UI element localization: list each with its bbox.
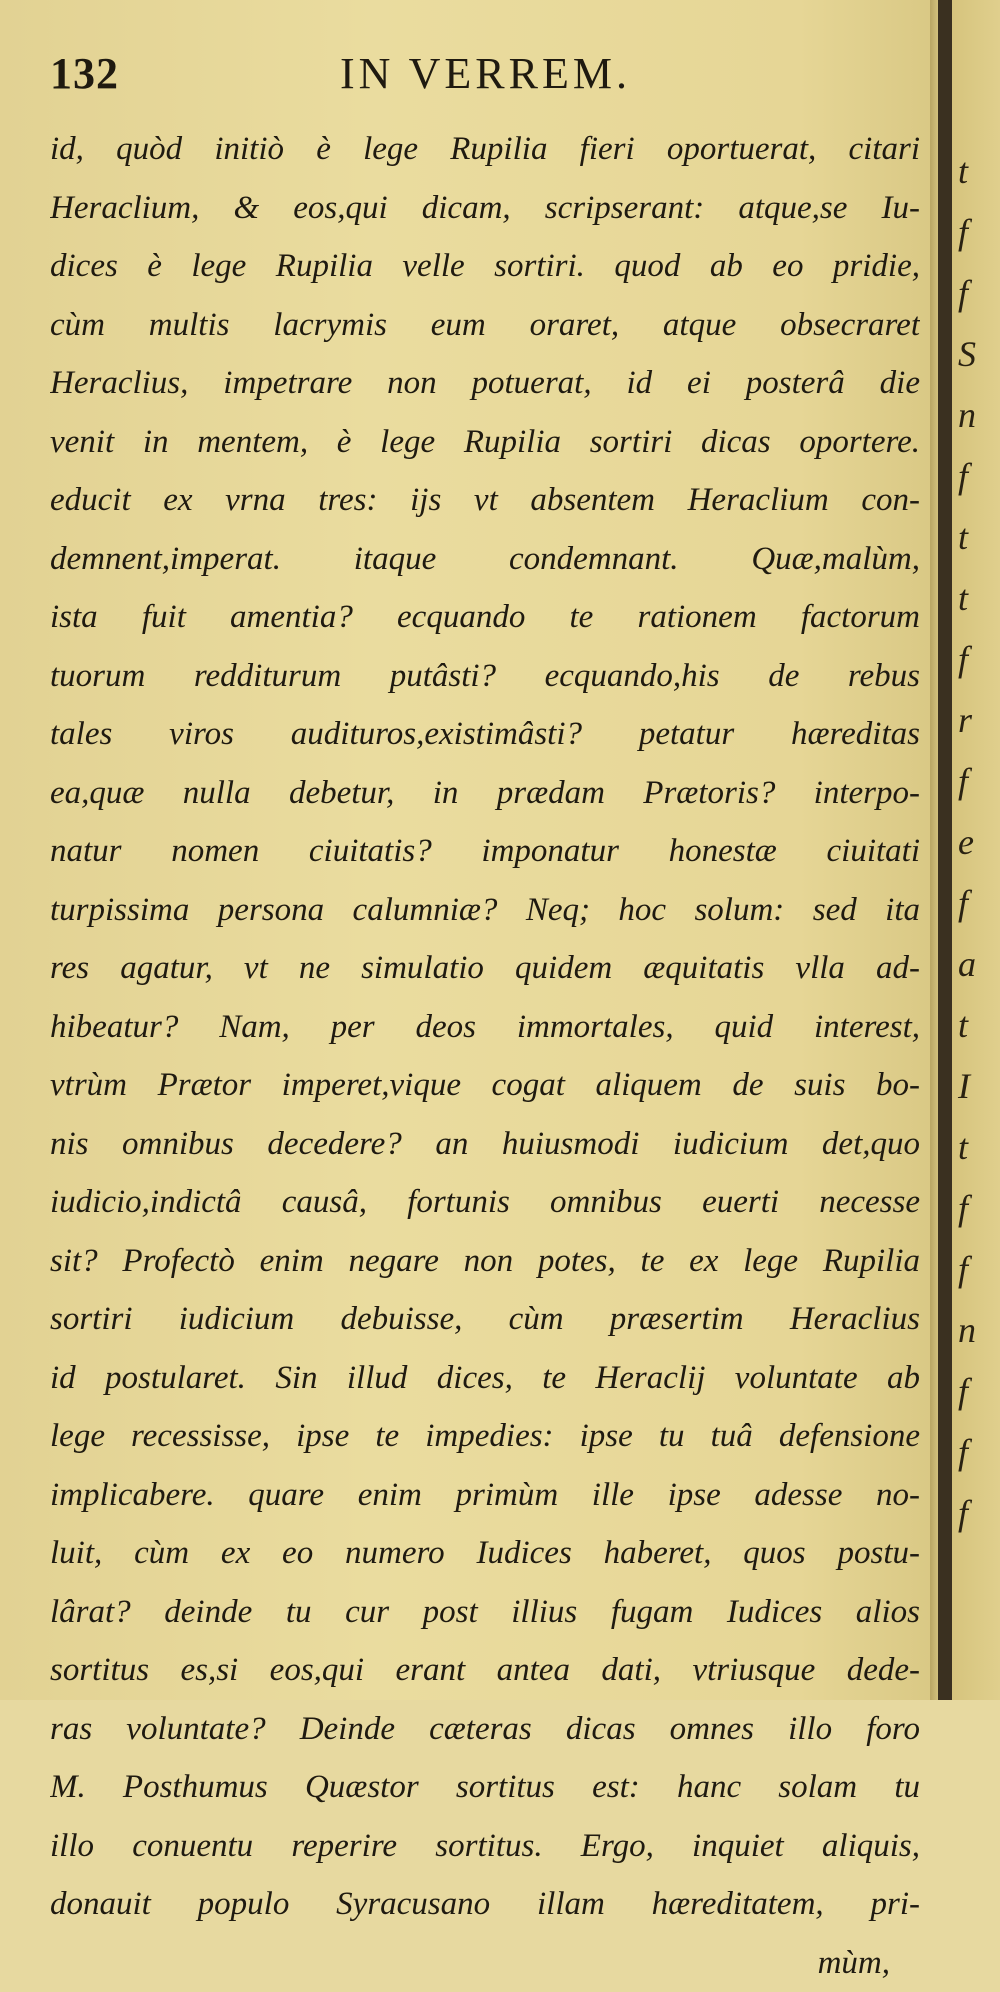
- text-line: res agatur, vt ne simulatio quidem æquitatis vlla ad-: [50, 939, 920, 998]
- text-line: Heraclium, & eos,qui dicam, scripserant: atque,se Iu-: [50, 179, 920, 238]
- text-line: illo conuentu reperire sortitus. Ergo, inquiet aliquis,: [50, 1817, 920, 1876]
- text-line: natur nomen ciuitatis? imponatur honestæ ciuitati: [50, 822, 920, 881]
- text-line: donauit populo Syracusano illam hæreditatem, pri-: [50, 1875, 920, 1934]
- text-line: vtrùm Prætor imperet,vique cogat aliquem de suis bo-: [50, 1056, 920, 1115]
- text-line: lege recessisse, ipse te impedies: ipse tu tuâ defensione: [50, 1407, 920, 1466]
- facing-page-letter: f: [958, 1431, 968, 1473]
- text-line: turpissima persona calumniæ? Neq; hoc solum: sed ita: [50, 881, 920, 940]
- facing-page-letter: f: [958, 272, 968, 314]
- facing-page-letter: t: [958, 516, 968, 558]
- facing-page-letter: n: [958, 1309, 976, 1351]
- facing-page-letter: f: [958, 1492, 968, 1534]
- body-text: [50, 120, 920, 1992]
- text-line: id, quòd initiò è lege Rupilia fieri oportuerat, citari: [50, 120, 920, 179]
- text-line: implicabere. quare enim primùm ille ipse adesse no-: [50, 1466, 920, 1525]
- text-line: tuorum redditurum putâsti? ecquando,his de rebus: [50, 647, 920, 706]
- text-line: iudicio,indictâ causâ, fortunis omnibus euerti necesse: [50, 1173, 920, 1232]
- facing-page-letter: f: [958, 760, 968, 802]
- text-line: cùm multis lacrymis eum oraret, atque obsecraret: [50, 296, 920, 355]
- book-gutter: [938, 0, 952, 1700]
- text-line: ista fuit amentia? ecquando te rationem factorum: [50, 588, 920, 647]
- facing-page-letter: f: [958, 1187, 968, 1229]
- text-line: sortitus es,si eos,qui erant antea dati, vtriusque dede-: [50, 1641, 920, 1700]
- facing-page-letter: n: [958, 394, 976, 436]
- text-line: tales viros audituros,existimâsti? petatur hæreditas: [50, 705, 920, 764]
- text-line: sit? Profectò enim negare non potes, te ex lege Rupilia: [50, 1232, 920, 1291]
- facing-page-letter: t: [958, 1004, 968, 1046]
- running-title: IN VERREM.: [340, 48, 631, 99]
- text-line: luit, cùm ex eo numero Iudices haberet, quos postu-: [50, 1524, 920, 1583]
- facing-page-letter: f: [958, 638, 968, 680]
- facing-page-edge: [952, 0, 1000, 1700]
- text-line: venit in mentem, è lege Rupilia sortiri dicas oportere.: [50, 413, 920, 472]
- page-header: [50, 48, 900, 108]
- facing-page-letter: f: [958, 882, 968, 924]
- text-line: educit ex vrna tres: ijs vt absentem Heraclium con-: [50, 471, 920, 530]
- facing-page-letter: f: [958, 1370, 968, 1412]
- text-line: demnent,imperat. itaque condemnant. Quæ,malùm,: [50, 530, 920, 589]
- text-line: ea,quæ nulla debetur, in prædam Prætoris? interpo-: [50, 764, 920, 823]
- facing-page-letter: f: [958, 1248, 968, 1290]
- page-number: 132: [50, 48, 119, 99]
- text-line: id postularet. Sin illud dices, te Heraclij voluntate ab: [50, 1349, 920, 1408]
- text-line: ras voluntate? Deinde cæteras dicas omnes illo foro: [50, 1700, 920, 1759]
- facing-page-letter: t: [958, 150, 968, 192]
- facing-page-letter: a: [958, 943, 976, 985]
- facing-page-letter: I: [958, 1065, 970, 1107]
- facing-page-letter: t: [958, 577, 968, 619]
- facing-page-letter: e: [958, 821, 974, 863]
- facing-page-letter: S: [958, 333, 976, 375]
- facing-page-letter: t: [958, 1126, 968, 1168]
- text-line: hibeatur? Nam, per deos immortales, quid interest,: [50, 998, 920, 1057]
- text-line: nis omnibus decedere? an huiusmodi iudicium det,quo: [50, 1115, 920, 1174]
- text-line: dices è lege Rupilia velle sortiri. quod ab eo pridie,: [50, 237, 920, 296]
- facing-page-letter: r: [958, 699, 972, 741]
- text-line: M. Posthumus Quæstor sortitus est: hanc solam tu: [50, 1758, 920, 1817]
- text-line: Heraclius, impetrare non potuerat, id ei posterâ die: [50, 354, 920, 413]
- text-line: mùm,: [50, 1934, 920, 1992]
- facing-page-letter: f: [958, 455, 968, 497]
- facing-page-letter: f: [958, 211, 968, 253]
- text-line: lârat? deinde tu cur post illius fugam Iudices alios: [50, 1583, 920, 1642]
- text-line: sortiri iudicium debuisse, cùm præsertim Heraclius: [50, 1290, 920, 1349]
